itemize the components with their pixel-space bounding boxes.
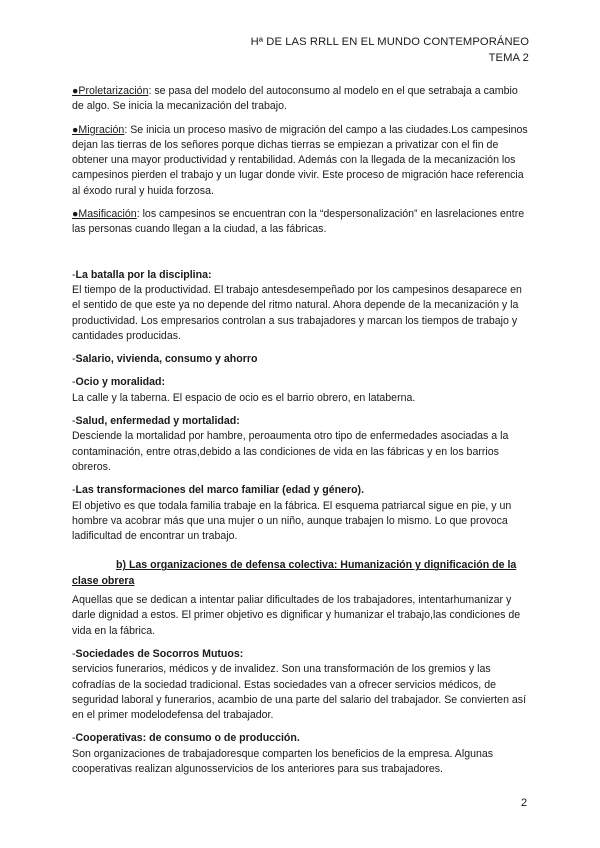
section-dash: - — [72, 376, 76, 389]
bullet-text: : se pasa del modelo del autoconsumo al modelo en el que setrabaja a cambio de algo. Se inicia la mecanización del trabajo. — [72, 85, 518, 113]
section-heading: Ocio y moralidad: — [75, 376, 166, 389]
section-heading: Salud, enfermedad y mortalidad: — [75, 415, 240, 428]
section-dash: - — [72, 647, 76, 660]
section-heading: Sociedades de Socorros Mutuos: — [75, 647, 244, 660]
header-course-title: Hª DE LAS RRLL EN EL MUNDO CONTEMPORÁNEO — [250, 36, 529, 48]
section-salud — [72, 414, 528, 475]
section-b-organizaciones — [72, 558, 528, 638]
bullet-term: ●Migración — [72, 123, 125, 136]
section-salario — [72, 352, 528, 367]
section-text: El tiempo de la productividad. El trabajo antesdesempeñado por los campesinos desaparece en el sentido de que este ya no depende del ritmo natural. Ahora depende de la mecanización y la productividad. Los empresarios controlan a sus trabajadores y marcan los tiempos de trabajo y cantidades producidas. — [72, 283, 522, 342]
bullet-term: ●Masificación — [72, 208, 137, 221]
section-familia — [72, 483, 528, 544]
section-text: Son organizaciones de trabajadoresque comparten los beneficios de la empresa. Algunas cooperativas realizan algunosservicios de los anteriores para sus trabajadores. — [72, 747, 494, 775]
bullet-masificacion — [72, 207, 528, 238]
section-dash: - — [72, 415, 76, 428]
header-topic: TEMA 2 — [488, 52, 529, 64]
section-ocio — [72, 375, 528, 406]
bullet-text: : los campesinos se encuentran con la “despersonalización” en lasrelaciones entre las personas cuando llegan a la ciudad, a las fábricas. — [72, 208, 525, 236]
section-text: servicios funerarios, médicos y de invalidez. Son una transformación de los gremios y las cofradías de la sociedad tradicional. Estas sociedades van a ofrecer servicios médicos, de seguridad laboral y funerarios, acambio de una parte del salario del trabajador. Se convierten así en el primer modelodefensa del trabajador. — [72, 663, 527, 722]
section-cooperativas — [72, 731, 528, 777]
bullet-term: ●Proletarización — [72, 85, 149, 97]
section-text: La calle y la taberna. El espacio de ocio es el barrio obrero, en lataberna. — [72, 391, 416, 404]
section-dash: - — [72, 732, 76, 745]
section-text: Desciende la mortalidad por hambre, peroaumenta otro tipo de enfermedades asociadas a la contaminación, entre otras,debido a las condiciones de vida en las fábricas y en los barrios obreros. — [72, 430, 509, 473]
section-socorros — [72, 647, 528, 723]
section-b-text: Aquellas que se dedican a intentar paliar dificultades de los trabajadores, intentarhumanizar y darle dignidad a estos. El primer objetivo es dignificar y humanizar el trabajo,las condiciones de vida en la fábrica. — [72, 594, 521, 637]
section-heading: Las transformaciones del marco familiar (edad y género). — [75, 484, 365, 497]
section-heading: Cooperativas: de consumo o de producción. — [75, 732, 300, 745]
section-text: El objetivo es que todala familia trabaje en la fábrica. El esquema patriarcal sigue en pie, y un hombre va acobrar más que una mujer o un niño, aunque trabajen lo mismo. Lo que provoca ladificultad de encontrar un trabajo. — [72, 499, 512, 543]
section-dash: - — [72, 353, 76, 366]
section-dash: - — [72, 484, 76, 497]
page-number: 2 — [521, 797, 528, 809]
section-disciplina — [72, 268, 528, 344]
document-body — [72, 84, 528, 777]
bullet-migracion — [72, 123, 528, 199]
section-heading: Salario, vivienda, consumo y ahorro — [75, 353, 258, 366]
page-header — [251, 34, 529, 66]
section-dash: - — [72, 268, 76, 281]
section-heading: La batalla por la disciplina: — [75, 268, 212, 281]
bullet-text: : Se inicia un proceso masivo de migración del campo a las ciudades.Los campesinos dejan las tierras de los señores porque dichas tierras se empiezan a privatizar con el fin de obtener una mayor productividad y rentabilidad. Además con la llegada de la mecanización los campesinos pierden el trabajo y un lugar donde vivir. Este proceso de migración hace referencia al éxodo rural y huida forzosa. — [72, 123, 528, 197]
bullet-proletarizacion — [72, 84, 528, 115]
section-b-title: b) Las organizaciones de defensa colectiva: Humanización y dignificación de la clase obrera — [72, 559, 517, 587]
